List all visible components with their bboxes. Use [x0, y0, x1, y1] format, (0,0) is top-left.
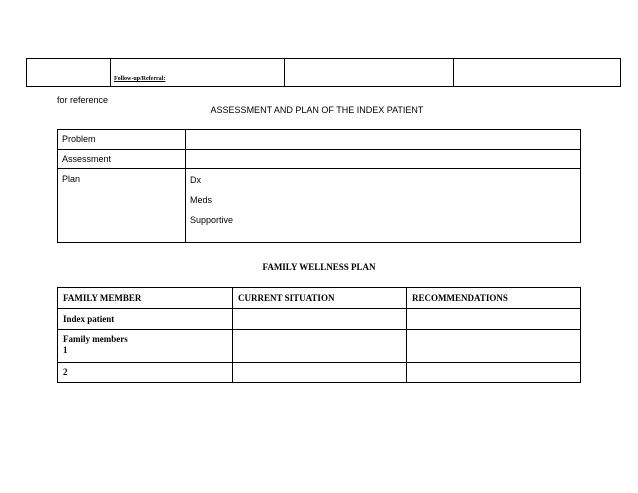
plan-item-dx: Dx — [190, 175, 201, 185]
table-cell — [407, 309, 581, 330]
problem-label: Problem — [58, 130, 186, 150]
plan-items-cell — [186, 169, 581, 243]
plan-label-cell — [58, 169, 186, 243]
assessment-title-text: ASSESSMENT AND PLAN OF THE INDEX PATIENT — [210, 105, 424, 115]
plan-item-meds: Meds — [190, 195, 213, 205]
header-current-situation: CURRENT SITUATION — [233, 288, 407, 309]
family-plan-title: FAMILY WELLNESS PLAN — [262, 262, 376, 272]
plan-label: Plan — [62, 174, 81, 184]
table-cell — [407, 330, 581, 363]
followup-label: Follow-up/Referral: — [111, 59, 285, 87]
followup-cell-3 — [454, 59, 621, 87]
table-row — [58, 330, 581, 363]
family-member-number: 1 — [63, 345, 68, 355]
family-header-row — [58, 288, 581, 309]
table-row — [58, 363, 581, 383]
table-cell — [233, 309, 407, 330]
family-plan-table — [57, 287, 581, 383]
header-family-member: FAMILY MEMBER — [58, 288, 233, 309]
table-cell — [233, 330, 407, 363]
table-row — [58, 309, 581, 330]
table-cell — [407, 363, 581, 383]
family-members-label: Family members — [63, 334, 128, 344]
assessment-value-cell — [186, 150, 581, 169]
followup-blank-cell — [27, 59, 111, 87]
assessment-title — [0, 105, 638, 115]
assessment-label: Assessment — [58, 150, 186, 169]
followup-row — [27, 59, 621, 87]
family-member-number-2: 2 — [58, 363, 233, 383]
plan-row — [58, 169, 581, 243]
reference-note: for reference — [57, 95, 109, 105]
assessment-row — [58, 150, 581, 169]
followup-table — [26, 58, 621, 87]
plan-item-supportive: Supportive — [190, 215, 234, 225]
assessment-table — [57, 129, 581, 243]
followup-cell-2 — [285, 59, 454, 87]
table-cell — [233, 363, 407, 383]
index-patient-label: Index patient — [58, 309, 233, 330]
problem-value-cell — [186, 130, 581, 150]
header-recommendations: RECOMMENDATIONS — [407, 288, 581, 309]
family-members-cell — [58, 330, 233, 363]
problem-row — [58, 130, 581, 150]
